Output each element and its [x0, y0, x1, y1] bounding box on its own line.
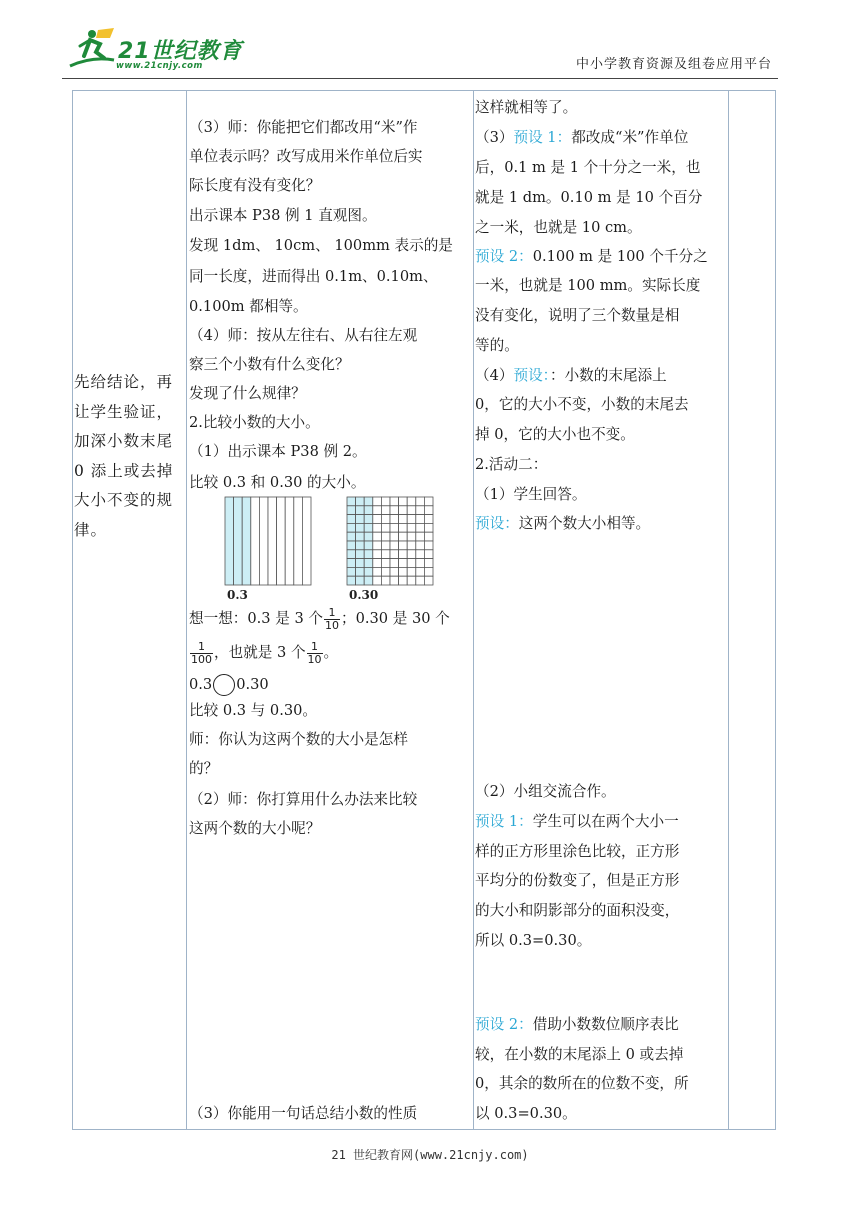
- strip: [277, 497, 286, 585]
- text-line: 这两个数的大小呢？: [189, 820, 321, 837]
- cell: [407, 523, 416, 532]
- cell: [416, 532, 425, 541]
- cell: [390, 506, 399, 515]
- cell: [424, 567, 433, 576]
- cell: [399, 506, 408, 515]
- figure-label: 0.30: [349, 588, 379, 602]
- cell: [399, 576, 408, 585]
- cell: [373, 541, 382, 550]
- text-line: [475, 361, 667, 391]
- text-line: [475, 509, 650, 539]
- cell: [407, 576, 416, 585]
- cell: [373, 497, 382, 506]
- cell: [416, 515, 425, 524]
- fraction: [190, 641, 213, 666]
- text-line: 际长度有没有变化？: [189, 177, 321, 194]
- cell: [407, 532, 416, 541]
- shaded-cell: [356, 550, 365, 559]
- text-line: 0，它的大小不变，小数的末尾去: [475, 396, 689, 413]
- text-line: [475, 807, 679, 837]
- cell: [399, 532, 408, 541]
- cell: [407, 559, 416, 568]
- logo-url: www.21cnjy.com: [116, 61, 203, 71]
- shaded-cell: [347, 541, 356, 550]
- cell: [373, 567, 382, 576]
- cell: [424, 515, 433, 524]
- think-line-2: [189, 638, 338, 668]
- cell: [373, 550, 382, 559]
- cell: [424, 497, 433, 506]
- text-line: 之一米，也就是 10 cm。: [475, 219, 642, 236]
- cell: [399, 541, 408, 550]
- text-line: 0，其余的数所在的位数不变，所: [475, 1075, 689, 1092]
- strip: [268, 497, 277, 585]
- preset-label: 预设 2：: [475, 248, 533, 265]
- cell: [373, 559, 382, 568]
- shaded-cell: [347, 550, 356, 559]
- figure-label: 0.3: [227, 588, 248, 602]
- fraction-denominator: 10: [324, 618, 339, 632]
- shaded-cell: [347, 576, 356, 585]
- shaded-cell: [347, 559, 356, 568]
- cell: [381, 515, 390, 524]
- text-fragment: （4）: [475, 367, 514, 384]
- cell: [381, 541, 390, 550]
- logo-text: 21世纪教育: [118, 39, 243, 64]
- cell: [416, 576, 425, 585]
- text-line: 没有变化，说明了三个数量是相: [475, 307, 680, 324]
- cell: [390, 550, 399, 559]
- cell: [399, 550, 408, 559]
- cell: [381, 576, 390, 585]
- fraction-numerator: 1: [324, 607, 340, 620]
- cell: [390, 532, 399, 541]
- platform-title: 中小学教育资源及组卷应用平台: [575, 57, 772, 72]
- shaded-cell: [356, 559, 365, 568]
- fraction-numerator: 1: [190, 641, 213, 654]
- shaded-cell: [347, 532, 356, 541]
- cell: [399, 497, 408, 506]
- cell: [399, 567, 408, 576]
- strip: [285, 497, 294, 585]
- shaded-strip: [225, 497, 234, 585]
- cell: [424, 523, 433, 532]
- text-line: 后，0.1 m 是 1 个十分之一米，也: [475, 159, 701, 176]
- text-line: 较，在小数的末尾添上 0 或去掉: [475, 1046, 684, 1063]
- design-intent-note: 先给结论，再让学生验证，加深小数末尾 0 添上或去掉大小不变的规律。: [74, 373, 174, 539]
- text-line: 出示课本 P38 例 1 直观图。: [189, 207, 377, 224]
- cell: [416, 506, 425, 515]
- preset-label: 预设 2：: [475, 1016, 533, 1033]
- cell: [407, 506, 416, 515]
- shaded-cell: [364, 506, 373, 515]
- cell: [381, 550, 390, 559]
- cell: [416, 567, 425, 576]
- cell: [390, 515, 399, 524]
- text-fragment: 学生可以在两个大小一: [532, 813, 679, 830]
- cell: [390, 559, 399, 568]
- cell: [390, 497, 399, 506]
- shaded-cell: [364, 532, 373, 541]
- cell: [416, 523, 425, 532]
- fraction-denominator: 100: [191, 652, 212, 666]
- compare-circle-blank[interactable]: [213, 674, 235, 696]
- shaded-cell: [364, 497, 373, 506]
- think-line-1: [189, 604, 450, 634]
- cell: [390, 523, 399, 532]
- shaded-cell: [347, 497, 356, 506]
- text-line: 师：你认为这两个数的大小是怎样: [189, 731, 408, 748]
- cell: [407, 550, 416, 559]
- shaded-cell: [364, 541, 373, 550]
- text-line: （4）师：按从左往右、从右往左观: [189, 327, 418, 344]
- text-fragment: 0.3: [189, 676, 213, 693]
- text-line: 的大小和阴影部分的面积没变，: [475, 902, 680, 919]
- cell: [424, 541, 433, 550]
- column-divider: [186, 90, 187, 1130]
- text-line: 2.活动二：: [475, 456, 548, 473]
- cell: [381, 532, 390, 541]
- text-line: 掉 0，它的大小也不变。: [475, 426, 635, 443]
- text-line: 发现了什么规律？: [189, 385, 306, 402]
- text-fragment: 0.100 m 是 100 个千分之: [532, 248, 708, 265]
- text-line: 2.比较小数的大小。: [189, 414, 320, 431]
- cell: [424, 506, 433, 515]
- strip: [294, 497, 303, 585]
- cell: [373, 532, 382, 541]
- shaded-cell: [356, 532, 365, 541]
- shaded-cell: [347, 515, 356, 524]
- cell: [373, 506, 382, 515]
- shaded-cell: [356, 497, 365, 506]
- decimal-figure-hundredths: [346, 496, 436, 604]
- cell: [424, 559, 433, 568]
- text-line: 以 0.3=0.30。: [475, 1105, 577, 1122]
- cell: [407, 497, 416, 506]
- cell: [390, 576, 399, 585]
- text-line: （3）师：你能把它们都改用“米”作: [189, 119, 418, 136]
- decimal-figure-tenths: [224, 496, 312, 604]
- shaded-cell: [347, 567, 356, 576]
- cell: [390, 541, 399, 550]
- shaded-strip: [234, 497, 243, 585]
- shaded-cell: [364, 550, 373, 559]
- preset-label: 预设 1：: [513, 129, 572, 146]
- shaded-cell: [364, 559, 373, 568]
- text-line: （1）出示课本 P38 例 2。: [189, 443, 367, 460]
- text-line: [475, 123, 688, 153]
- cell: [381, 559, 390, 568]
- cell: [373, 515, 382, 524]
- text-line: 所以 0.3=0.30。: [475, 932, 592, 949]
- text-line: （2）小组交流合作。: [475, 783, 616, 800]
- cell: [416, 541, 425, 550]
- cell: [399, 515, 408, 524]
- text-line: 就是 1 dm。0.10 m 是 10 个百分: [475, 189, 703, 206]
- text-line: （1）学生回答。: [475, 486, 587, 503]
- text-line: 样的正方形里涂色比较，正方形: [475, 843, 680, 860]
- shaded-cell: [364, 515, 373, 524]
- text-line: （3）你能用一句话总结小数的性质: [189, 1105, 418, 1122]
- text-line: 等的。: [475, 337, 519, 354]
- strip: [302, 497, 311, 585]
- cell: [407, 515, 416, 524]
- cell: [373, 576, 382, 585]
- cell: [424, 576, 433, 585]
- fraction: [324, 607, 340, 632]
- cell: [424, 532, 433, 541]
- text-line: 这样就相等了。: [475, 99, 578, 116]
- text-line: 同一长度，进而得出 0.1m、0.10m、: [189, 268, 438, 285]
- header-divider: [62, 78, 778, 79]
- shaded-cell: [364, 576, 373, 585]
- column-divider: [728, 90, 729, 1130]
- text-line: 比较 0.3 与 0.30。: [189, 702, 317, 719]
- fraction-denominator: 10: [307, 652, 322, 666]
- cell: [373, 523, 382, 532]
- fraction: [307, 641, 323, 666]
- cell: [399, 523, 408, 532]
- cell: [381, 497, 390, 506]
- shaded-cell: [364, 523, 373, 532]
- text-fragment: ；0.30 是 30 个: [340, 610, 450, 627]
- text-line: 0.100m 都相等。: [189, 298, 308, 315]
- page-header: [0, 0, 860, 80]
- cell: [381, 506, 390, 515]
- shaded-cell: [356, 576, 365, 585]
- text-fragment: 都改成“米”作单位: [571, 129, 689, 146]
- column-divider: [473, 90, 474, 1130]
- text-line: 单位表示吗？改写成用米作单位后实: [189, 148, 423, 165]
- text-line: 平均分的份数变了，但是正方形: [475, 872, 680, 889]
- shaded-cell: [356, 541, 365, 550]
- text-fragment: ：小数的末尾添上: [549, 367, 667, 384]
- shaded-strip: [242, 497, 251, 585]
- cell: [424, 550, 433, 559]
- cell: [381, 567, 390, 576]
- shaded-cell: [364, 567, 373, 576]
- text-line: [475, 242, 708, 272]
- shaded-cell: [347, 523, 356, 532]
- text-line: 比较 0.3 和 0.30 的大小。: [189, 474, 366, 491]
- cell: [399, 559, 408, 568]
- text-fragment: 。: [323, 644, 339, 661]
- preset-label: 预设：: [475, 515, 519, 532]
- cell: [390, 567, 399, 576]
- preset-label: 预设 1：: [475, 813, 533, 830]
- text-fragment: 借助小数数位顺序表比: [532, 1016, 679, 1033]
- text-fragment: 想一想：0.3 是 3 个: [189, 610, 323, 627]
- preset-label: 预设：: [513, 367, 550, 384]
- text-line: 发现 1dm、 10cm、 100mm 表示的是: [189, 237, 453, 254]
- text-line: 一米，也就是 100 mm。实际长度: [475, 277, 701, 294]
- text-line: 的？: [189, 760, 219, 777]
- strip: [251, 497, 260, 585]
- page-footer: 21 世纪教育网(www.21cnjy.com): [331, 1148, 529, 1162]
- shaded-cell: [347, 506, 356, 515]
- cell: [407, 541, 416, 550]
- strip: [259, 497, 268, 585]
- text-fragment: 0.30: [236, 676, 269, 693]
- shaded-cell: [356, 523, 365, 532]
- text-fragment: 这两个数大小相等。: [518, 515, 651, 532]
- text-fragment: ，也就是 3 个: [214, 644, 306, 661]
- cell: [381, 523, 390, 532]
- cell: [416, 559, 425, 568]
- text-line: 察三个小数有什么变化？: [189, 356, 350, 373]
- text-fragment: （3）: [475, 129, 514, 146]
- fraction-numerator: 1: [307, 641, 323, 654]
- shaded-cell: [356, 515, 365, 524]
- shaded-cell: [356, 506, 365, 515]
- text-line: （2）师：你打算用什么办法来比较: [189, 791, 418, 808]
- text-line: [475, 1010, 679, 1040]
- cell: [416, 497, 425, 506]
- shaded-cell: [356, 567, 365, 576]
- cell: [407, 567, 416, 576]
- cell: [416, 550, 425, 559]
